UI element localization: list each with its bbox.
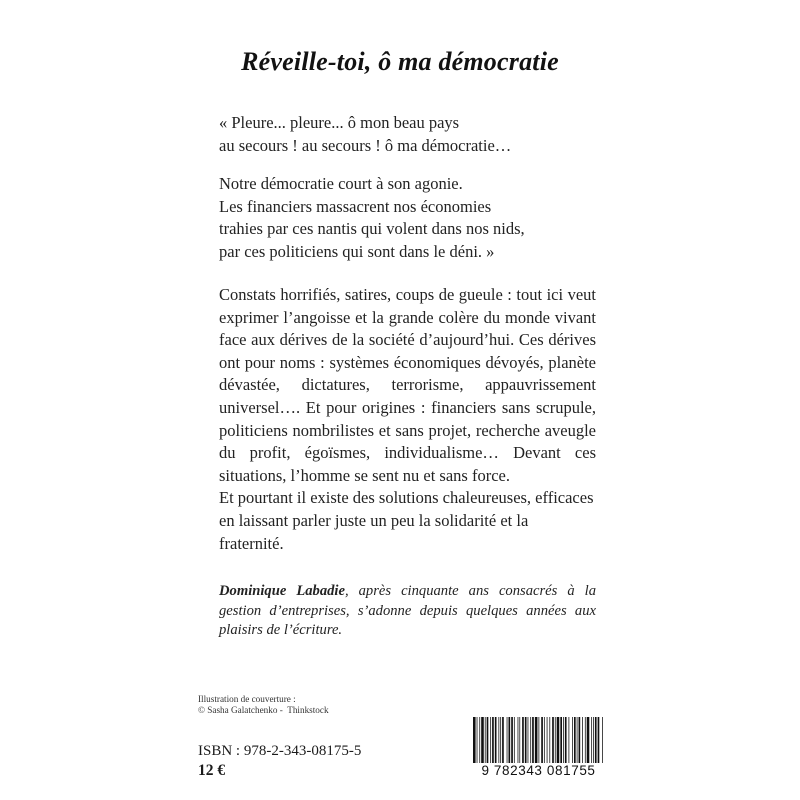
author-bio-text: , après cinquante ans consacrés à la gestion d’entreprises, s’adonne depuis quelques années aux plaisirs de l’écriture. bbox=[219, 583, 596, 639]
page-title: Réveille-toi, ô ma démocratie bbox=[241, 47, 559, 76]
quote-line: trahies par ces nantis qui volent dans nos nids, bbox=[219, 219, 525, 238]
cover-credit-line-1: Illustration de couverture : bbox=[198, 694, 296, 704]
price-text: 12 € bbox=[198, 762, 226, 779]
quote-line: par ces politiciens qui sont dans le déni. » bbox=[219, 241, 495, 261]
body-paragraph-2: Et pourtant il existe des solutions chaleureuses, efficaces en laissant parler juste un peu la solidarité et la fraternité. bbox=[219, 488, 594, 553]
quote-line: Notre démocratie court à son agonie. bbox=[219, 174, 463, 193]
barcode-bars bbox=[473, 717, 604, 763]
barcode bbox=[473, 717, 604, 785]
author-bio bbox=[219, 582, 596, 641]
quote-line: Les financiers massacrent nos économies bbox=[219, 196, 492, 216]
cover-credit-line-2: © Sasha Galatchenko - Thinkstock bbox=[198, 705, 329, 716]
quote-line: au secours ! au secours ! ô ma démocratie… bbox=[219, 135, 512, 155]
quote-line: « Pleure... pleure... ô mon beau pays bbox=[219, 113, 460, 132]
body-paragraph-1: Constats horrifiés, satires, coups de gueule : tout ici veut exprimer l’angoisse et la grande colère du monde vivant face aux dérives de la société d’aujourd’hui. Ces dérives ont pour noms : systèmes économiques dévoyés, planète dévastée, dictatures, terrorisme, appauvrissement universel…. Et pour origines : financiers sans scrupule, politiciens nombrilistes et sans projet, recherche aveugle du profit, égoïsmes, individualisme… Devant ces situations, l’homme se sent nu et sans force. bbox=[219, 285, 596, 485]
author-name: Dominique Labadie bbox=[219, 583, 345, 600]
quote-block bbox=[219, 112, 596, 263]
cover-credit bbox=[198, 694, 329, 717]
isbn-text: ISBN : 978-2-343-08175-5 bbox=[198, 743, 362, 759]
body-block bbox=[219, 284, 596, 555]
text-column bbox=[219, 112, 596, 641]
quote-spacer bbox=[219, 157, 596, 173]
barcode-digits: 9 782343 081755 bbox=[481, 763, 596, 778]
